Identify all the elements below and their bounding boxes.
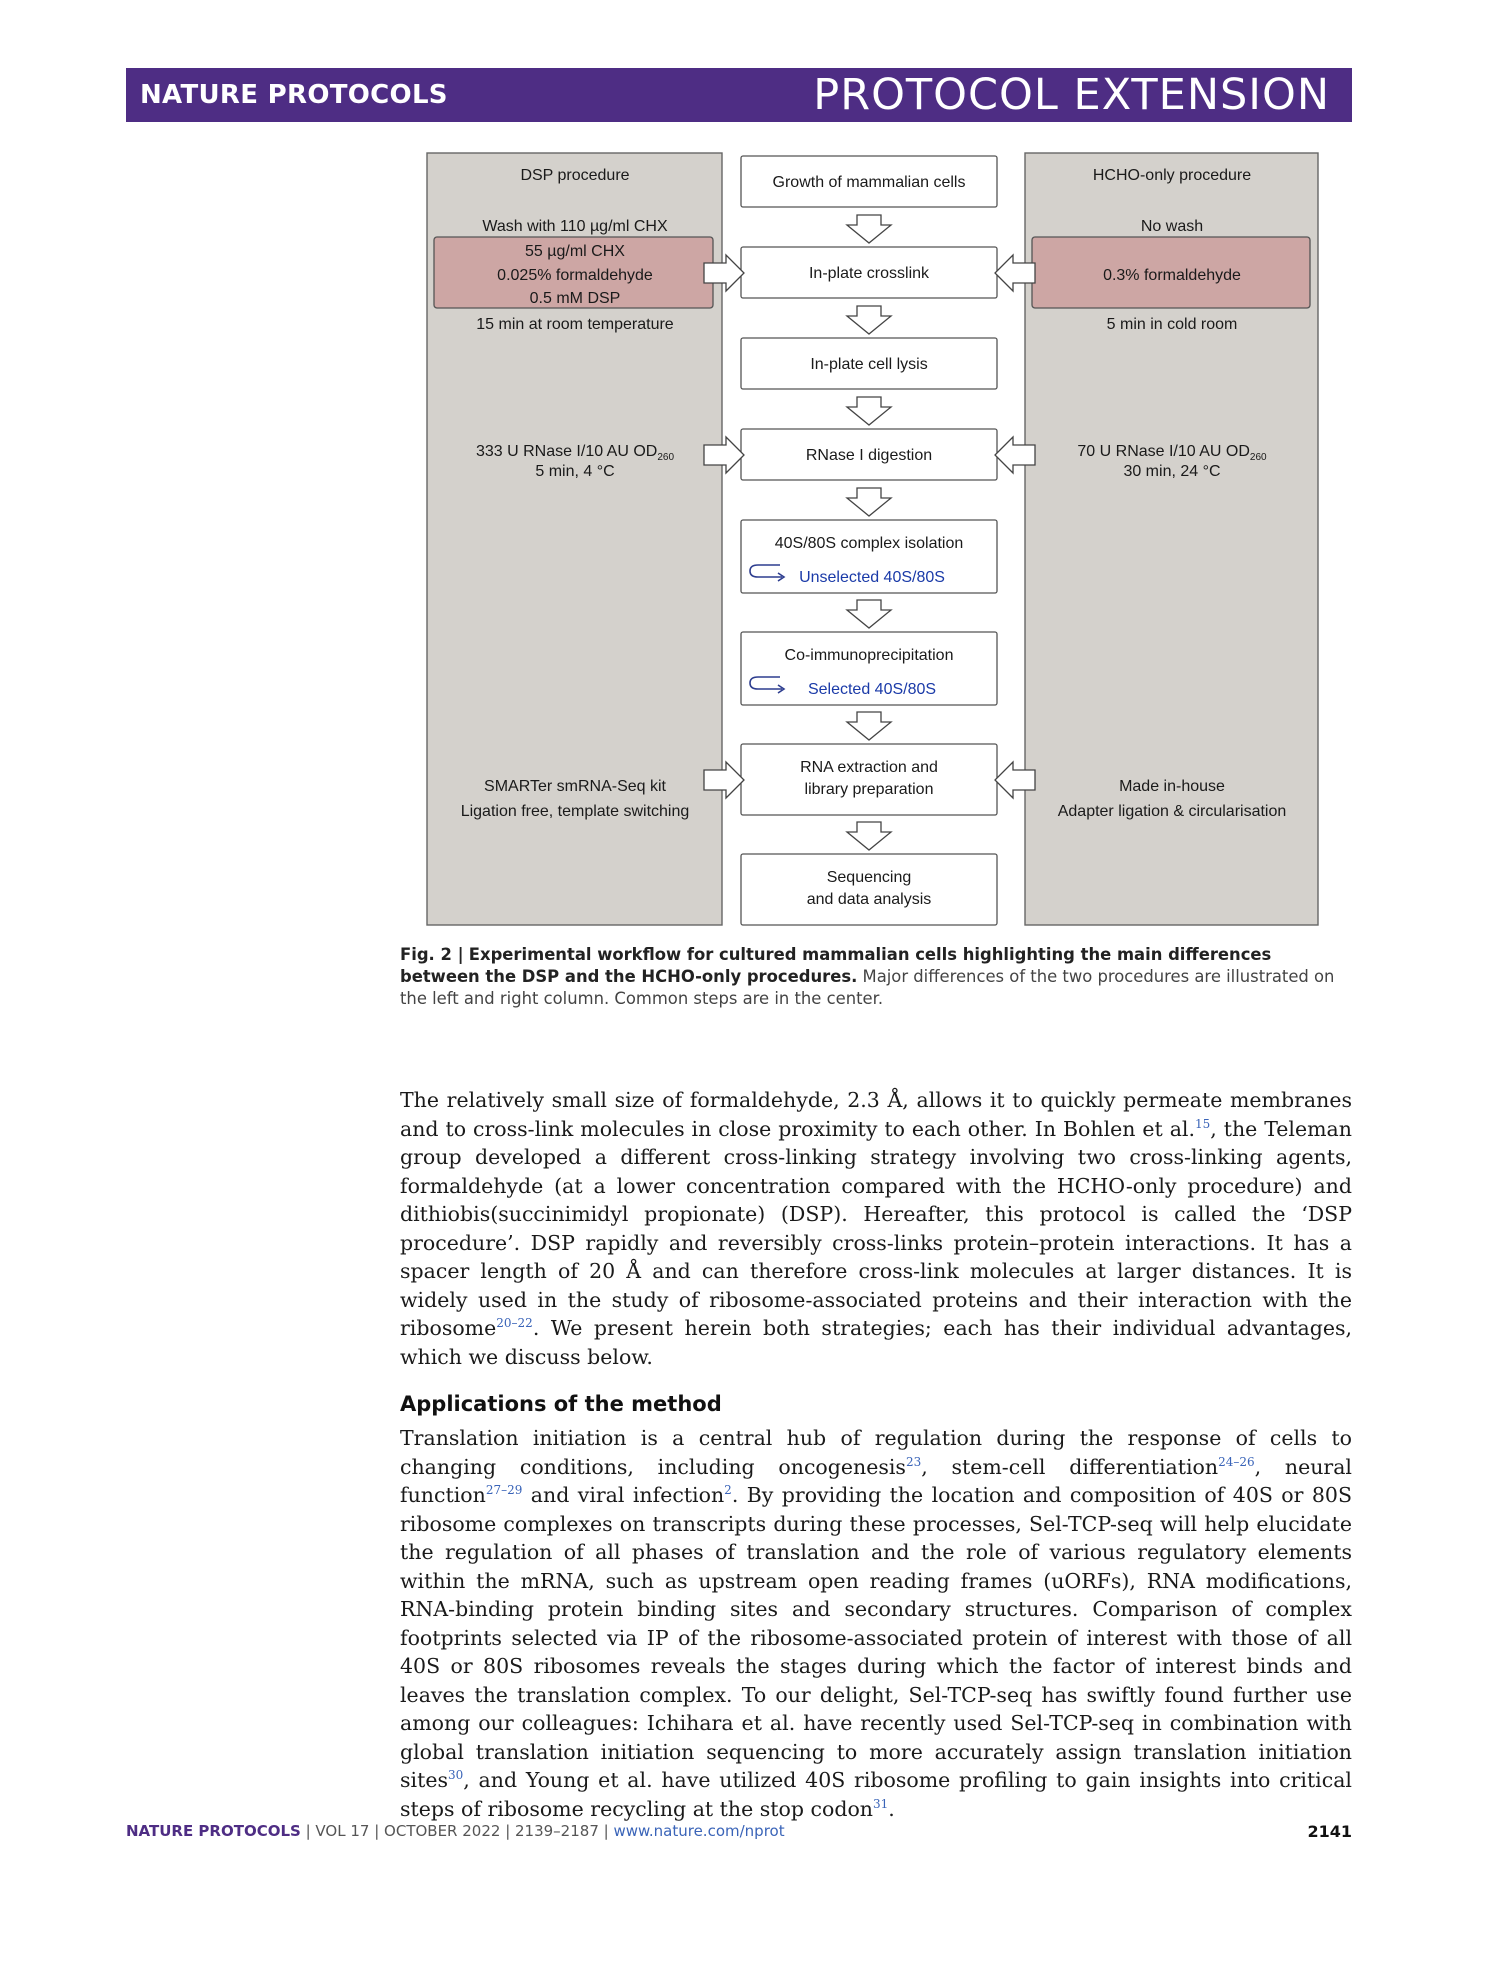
dsp-wash: Wash with 110 µg/ml CHX bbox=[482, 218, 668, 235]
hcho-kit: Made in-house bbox=[1119, 778, 1225, 795]
citation-link[interactable]: 15 bbox=[1194, 1116, 1211, 1131]
citation-link[interactable]: 30 bbox=[447, 1768, 464, 1783]
arrow-down-3 bbox=[847, 397, 891, 425]
citation-link[interactable]: 27–29 bbox=[485, 1483, 523, 1498]
dsp-dsp: 0.5 mM DSP bbox=[529, 290, 621, 307]
workflow-figure bbox=[0, 0, 1489, 940]
hcho-rnase: 70 U RNase I/10 AU $OD_{260}$ bbox=[1077, 443, 1267, 463]
hcho-kit-desc: Adapter ligation & circularisation bbox=[1057, 803, 1287, 820]
figure-caption: Fig. 2 | Experimental workflow for cultured mammalian cells highlighting the main differences between the DSP and the HCHO-only procedures. Major differences of the two procedures are illustrated on the left and right column. Common steps are in the center. bbox=[400, 945, 1335, 1008]
step-rna-extraction bbox=[741, 744, 997, 815]
dsp-rnase: 333 U RNase I/10 AU $OD_{260}$ bbox=[475, 443, 675, 463]
citation-link[interactable]: 2 bbox=[724, 1483, 732, 1498]
arrow-down-4 bbox=[847, 488, 891, 516]
page-number: 2141 bbox=[1307, 1822, 1352, 1841]
arrow-down-5 bbox=[847, 600, 891, 628]
paragraph-applications: Translation initiation is a central hub of regulation during the response of cells to changing conditions, including oncogenesis$^{23}$, stem-cell differentiation$^{24-26}$, neural function$^{27-29}$ and viral infection$^2$. By providing the location and composition of 40S or 80S ribosome complexes on transcripts during these processes, Sel-TCP-seq will help elucidate the regulation of all phases of translation and the role of various regulatory elements within the mRNA, such as upstream open reading frames (uORFs), RNA modifications, RNA-binding protein binding sites and secondary structures. Comparison of complex footprints selected via IP of the ribosome-associated protein of interest with those of all 40S or 80S ribosomes reveals the stages during which the factor of interest binds and leaves the translation complex. To our delight, Sel-TCP-seq has swiftly found further use among our colleagues: Ichihara et al. have recently used Sel-TCP-seq in combination with global translation initiation sequencing to more accurately assign translation initiation sites$^{30}$, and Young et al. have utilized 40S ribosome profiling to gain insights into critical steps of ribosome recycling at the stop codon$^{31}$. bbox=[400, 1426, 1352, 1821]
hcho-wash: No wash bbox=[1140, 218, 1204, 235]
step-sequencing bbox=[741, 854, 997, 925]
citation-link[interactable]: 23 bbox=[905, 1454, 922, 1469]
page-footer bbox=[126, 1822, 1352, 1840]
step-label: In-plate cell lysis bbox=[810, 356, 928, 373]
dsp-rnase-time: 5 min, 4 °C bbox=[535, 463, 615, 480]
paragraph-intro: The relatively small size of formaldehyde, 2.3 Å, allows it to quickly permeate membranes and to cross-link molecules in close proximity to each other. In Bohlen et al.$^{15}$, the Teleman group developed a different cross-linking strategy involving two cross-linking agents, formaldehyde (at a lower concentration compared with the HCHO-only procedure) and dithiobis(succinimidyl propionate) (DSP). Hereafter, this protocol is called the ‘DSP procedure’. DSP rapidly and reversibly cross-links protein–protein interactions. It has a spacer length of 20 Å and can therefore cross-link molecules at larger distances. It is widely used in the study of ribosome-associated proteins and their interaction with the ribosome$^{20-22}$. We present herein both strategies; each has their individual advantages, which we discuss below. bbox=[400, 1088, 1352, 1369]
step-label: 40S/80S complex isolation bbox=[774, 535, 964, 552]
step-label: In-plate crosslink bbox=[808, 265, 930, 282]
hcho-title: HCHO-only procedure bbox=[1092, 167, 1252, 184]
footer-citation: | VOL 17 | OCTOBER 2022 | 2139–2187 | bbox=[300, 1822, 614, 1840]
citation-link[interactable]: 20–22 bbox=[496, 1316, 533, 1331]
dsp-formaldehyde: 0.025% formaldehyde bbox=[497, 267, 653, 284]
hcho-time: 5 min in cold room bbox=[1106, 316, 1238, 333]
step-label: library preparation bbox=[804, 781, 934, 798]
arrow-down-1 bbox=[847, 215, 891, 243]
footer-url-link[interactable]: www.nature.com/nprot bbox=[613, 1822, 785, 1840]
step-label: RNase I digestion bbox=[805, 447, 933, 464]
dsp-time: 15 min at room temperature bbox=[476, 316, 674, 333]
step-label: Co-immunoprecipitation bbox=[784, 647, 954, 664]
step-label: and data analysis bbox=[806, 891, 932, 908]
dsp-chx: 55 µg/ml CHX bbox=[525, 243, 625, 260]
arrow-down-7 bbox=[847, 822, 891, 850]
unselected-label: Unselected 40S/80S bbox=[799, 569, 945, 586]
hcho-formaldehyde: 0.3% formaldehyde bbox=[1103, 267, 1241, 284]
section-title: PROTOCOL EXTENSION bbox=[813, 70, 1330, 120]
section-heading: Applications of the method bbox=[400, 1392, 722, 1416]
step-label: RNA extraction and bbox=[800, 759, 938, 776]
step-label: Sequencing bbox=[826, 869, 912, 886]
dsp-kit: SMARTer smRNA-Seq kit bbox=[484, 778, 666, 795]
dsp-title: DSP procedure bbox=[520, 167, 630, 184]
step-label: Growth of mammalian cells bbox=[772, 174, 966, 191]
dsp-kit-desc: Ligation free, template switching bbox=[460, 803, 690, 820]
arrow-down-2 bbox=[847, 306, 891, 334]
footer-journal: NATURE PROTOCOLS bbox=[126, 1822, 301, 1840]
arrow-down-6 bbox=[847, 712, 891, 740]
journal-name: NATURE PROTOCOLS bbox=[140, 80, 448, 110]
selected-label: Selected 40S/80S bbox=[807, 681, 937, 698]
hcho-rnase-time: 30 min, 24 °C bbox=[1123, 463, 1221, 480]
citation-link[interactable]: 31 bbox=[873, 1796, 889, 1811]
citation-link[interactable]: 24–26 bbox=[1218, 1454, 1255, 1469]
